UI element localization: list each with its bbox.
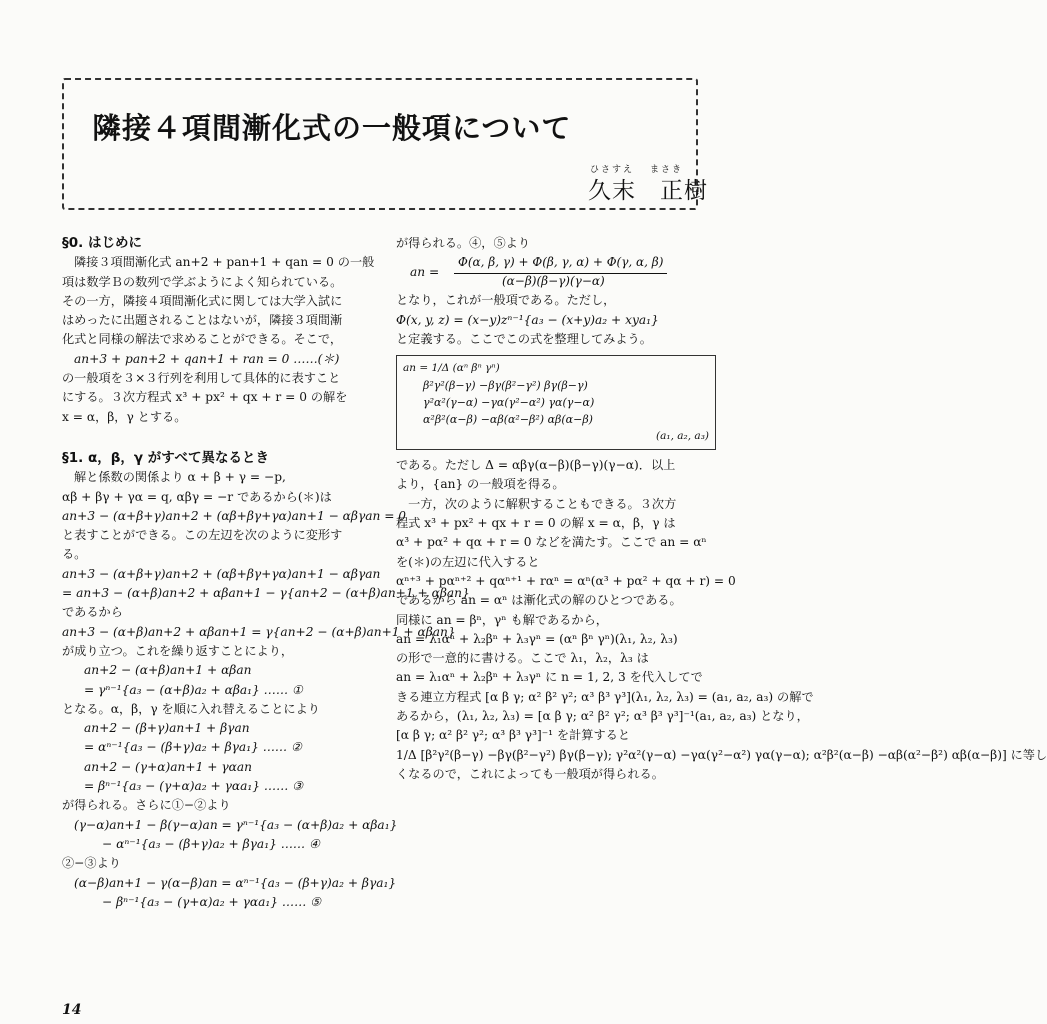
- author-ruby-family: ひさすえ: [590, 165, 635, 175]
- boxed-formula: [396, 355, 716, 450]
- an-numerator: Φ(α, β, γ) + Φ(β, γ, α) + Φ(γ, α, β): [454, 253, 667, 273]
- author-name: 久末 正樹: [588, 178, 708, 204]
- text-line: る。: [62, 547, 87, 562]
- text-line: くなるので，これによっても一般項が得られる。: [396, 766, 664, 781]
- boxed-row-2: γ²α²(γ−α) −γα(γ²−α²) γα(γ−α): [423, 396, 595, 410]
- text-line: (α−β)an+1 − γ(α−β)an = αⁿ⁻¹{a₃ − (β+γ)a₂ + βγa₁}: [74, 875, 397, 890]
- paper-title: 隣接４項間漸化式の一般項について: [92, 111, 572, 145]
- text-line: an+3 − (α+β)an+2 + αβan+1 = γ{an+2 − (α+β)an+1 + αβan}: [62, 624, 456, 639]
- text-line: であるから an = αⁿ は漸化式の解のひとつである。: [396, 593, 682, 608]
- text-line: が得られる。さらに①−②より: [62, 798, 231, 813]
- text-line: = an+3 − (α+β)an+2 + αβan+1 − γ{an+2 − (α+β)an+1 + αβan}: [62, 586, 470, 601]
- right-lines: [396, 456, 1047, 784]
- phi-definition: Φ(x, y, z) = (x−y)zⁿ⁻¹{a₃ − (x+y)a₂ + xya₁}: [396, 312, 659, 327]
- text-line: − βⁿ⁻¹{a₃ − (γ+α)a₂ + γαa₁} …… ⑤: [102, 894, 322, 909]
- text-line: an+2 − (γ+α)an+1 + γαan: [84, 759, 252, 774]
- text-line: が成り立つ。これを繰り返すことにより，: [62, 643, 294, 658]
- text-line: 解と係数の関係より α + β + γ = −p,: [74, 470, 286, 485]
- right-intro: が得られる。④，⑤より: [396, 236, 531, 250]
- an-fraction: [396, 253, 716, 291]
- text-line: − αⁿ⁻¹{a₃ − (β+γ)a₂ + βγa₁} …… ④: [102, 836, 320, 851]
- after-frac-3: と定義する。ここでこの式を整理してみよう。: [396, 331, 652, 346]
- text-line: 1/Δ [β²γ²(β−γ) −βγ(β²−γ²) βγ(β−γ); γ²α²(γ−α) −γα(γ²−α²) γα(γ−α); α²β²(α−β) −αβ(α²−β²) αβ(α−β)] に等し: [396, 747, 1047, 762]
- text-line: = βⁿ⁻¹{a₃ − (γ+α)a₂ + γαa₁} …… ③: [84, 779, 304, 794]
- text-line: となる。α，β，γ を順に入れ替えることにより: [62, 701, 320, 716]
- text-line: を(＊)の左辺に代入すると: [396, 554, 540, 569]
- text-line: 隣接３項間漸化式 an+2 + pan+1 + qan = 0 の一般: [74, 255, 375, 270]
- text-line: ②−③より: [62, 856, 121, 871]
- text-line: より，{an} の一般項を得る。: [396, 477, 565, 492]
- text-line: である。ただし Δ = αβγ(α−β)(β−γ)(γ−α)．以上: [396, 458, 676, 473]
- text-line: にする。３次方程式 x³ + px² + qx + r = 0 の解を: [62, 390, 348, 405]
- text-line: であるから: [62, 605, 123, 620]
- text-line: = γⁿ⁻¹{a₃ − (α+β)a₂ + αβa₁} …… ①: [84, 682, 303, 697]
- text-line: an+3 − (α+β+γ)an+2 + (αβ+βγ+γα)an+1 − αβγan: [62, 566, 381, 581]
- text-line: 一方，次のように解釈することもできる。３次方: [396, 496, 677, 511]
- boxed-prefix: an = 1/Δ (αⁿ βⁿ γⁿ): [403, 362, 500, 375]
- text-line: きる連立方程式 [α β γ; α² β² γ²; α³ β³ γ³](λ₁, λ₂, λ₃) = (a₁, a₂, a₃) の解で: [396, 689, 814, 704]
- text-line: αⁿ⁺³ + pαⁿ⁺² + qαⁿ⁺¹ + rαⁿ = αⁿ(α³ + pα² + qα + r) = 0: [396, 573, 736, 588]
- text-line: [α β γ; α² β² γ²; α³ β³ γ³]⁻¹ を計算すると: [396, 728, 631, 743]
- section-heading: §1. α，β，γ がすべて異なるとき: [62, 449, 270, 466]
- text-line: αβ + βγ + γα = q, αβγ = −r であるから(＊)は: [62, 489, 332, 504]
- text-line: an = λ₁αⁿ + λ₂βⁿ + λ₃γⁿ = (αⁿ βⁿ γⁿ)(λ₁, λ₂, λ₃): [396, 631, 678, 646]
- an-denominator: (α−β)(β−γ)(γ−α): [502, 274, 605, 289]
- text-line: 化式と同様の解法で求めることができる。そこで，: [62, 332, 343, 347]
- text-line: 項は数学Ｂの数列で学ぶようによく知られている。: [62, 274, 343, 289]
- page-number: 14: [62, 1002, 82, 1018]
- text-line: (γ−α)an+1 − β(γ−α)an = γⁿ⁻¹{a₃ − (α+β)a₂ + αβa₁}: [74, 817, 398, 832]
- text-line: an+2 − (β+γ)an+1 + βγan: [84, 721, 250, 736]
- boxed-row-3: α²β²(α−β) −αβ(α²−β²) αβ(α−β): [423, 413, 593, 427]
- right-column: [396, 234, 1047, 784]
- text-line: あるから，(λ₁, λ₂, λ₃) = [α β γ; α² β² γ²; α³ β³ γ³]⁻¹(a₁, a₂, a₃) となり，: [396, 709, 809, 724]
- section-heading: §0. はじめに: [62, 235, 142, 251]
- after-frac-1: となり，これが一般項である。ただし，: [396, 293, 616, 308]
- text-line: と表すことができる。この左辺を次のように変形す: [62, 528, 343, 543]
- text-line: an+3 + pan+2 + qan+1 + ran = 0 ……(＊): [74, 351, 340, 366]
- boxed-row-1: β²γ²(β−γ) −βγ(β²−γ²) βγ(β−γ): [423, 379, 588, 393]
- text-line: an = λ₁αⁿ + λ₂βⁿ + λ₃γⁿ に n = 1, 2, 3 を代入してで: [396, 670, 703, 685]
- text-line: 同様に an = βⁿ，γⁿ も解であるから，: [396, 612, 608, 627]
- text-line: α³ + pα² + qα + r = 0 などを満たす。ここで an = αⁿ: [396, 535, 707, 550]
- an-lhs: an =: [410, 265, 440, 280]
- author-ruby-given: まさき: [650, 165, 684, 175]
- text-line: an+2 − (α+β)an+1 + αβan: [84, 663, 252, 678]
- text-line: はめったに出題されることはないが，隣接３項間漸: [62, 313, 343, 328]
- text-line: = αⁿ⁻¹{a₃ − (β+γ)a₂ + βγa₁} …… ②: [84, 740, 302, 755]
- boxed-vector: (a₁, a₂, a₃): [656, 430, 709, 443]
- text-line: その一方，隣接４項間漸化式に関しては大学入試に: [62, 293, 343, 308]
- text-line: の形で一意的に書ける。ここで λ₁，λ₂，λ₃ は: [396, 651, 649, 666]
- text-line: x = α，β，γ とする。: [62, 409, 187, 424]
- text-line: [62, 427, 380, 449]
- text-line: の一般項を３×３行列を利用して具体的に表すこと: [62, 371, 341, 386]
- text-line: an+3 − (α+β+γ)an+2 + (αβ+βγ+γα)an+1 − αβγan = 0: [62, 508, 407, 523]
- text-line: 程式 x³ + px² + qx + r = 0 の解 x = α，β，γ は: [396, 516, 676, 531]
